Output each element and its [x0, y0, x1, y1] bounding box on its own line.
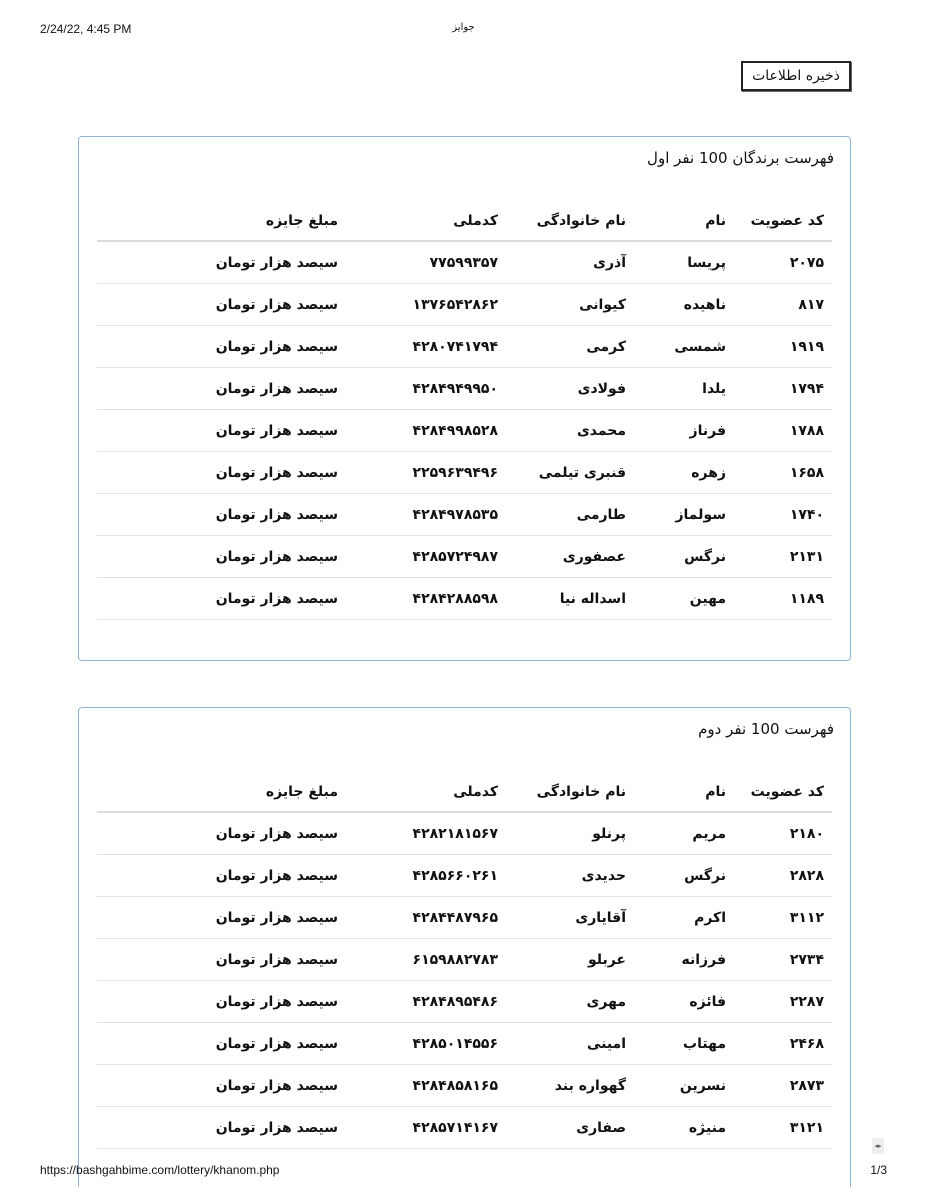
cell-first-name: مریم	[692, 825, 726, 842]
table-row	[97, 242, 832, 284]
table-row	[97, 326, 832, 368]
cell-first-name: ناهیده	[683, 296, 726, 313]
cell-last-name: عربلو	[587, 951, 626, 968]
cell-member-code: ۲۸۲۸	[789, 867, 824, 884]
cell-prize-amount: سیصد هزار تومان	[215, 1035, 338, 1052]
cell-last-name: صفاری	[576, 1119, 626, 1136]
winners-list-second-panel	[78, 707, 851, 1187]
cell-prize-amount: سیصد هزار تومان	[215, 1119, 338, 1136]
cell-member-code: ۱۶۵۸	[789, 464, 824, 481]
cell-prize-amount: سیصد هزار تومان	[215, 338, 338, 355]
table-row	[97, 981, 832, 1023]
cell-last-name: کرمی	[586, 338, 626, 355]
cell-prize-amount: سیصد هزار تومان	[215, 993, 338, 1010]
cell-prize-amount: سیصد هزار تومان	[215, 296, 338, 313]
cell-prize-amount: سیصد هزار تومان	[215, 909, 338, 926]
cell-member-code: ۲۱۳۱	[789, 548, 824, 565]
cell-national-id: ۴۲۸۴۸۹۵۴۸۶	[412, 993, 498, 1010]
cell-first-name: نسرین	[679, 1077, 726, 1094]
cell-last-name: پرنلو	[592, 825, 626, 842]
cell-prize-amount: سیصد هزار تومان	[215, 464, 338, 481]
cell-prize-amount: سیصد هزار تومان	[215, 254, 338, 271]
cell-national-id: ۴۲۸۴۸۵۸۱۶۵	[412, 1077, 498, 1094]
cell-national-id: ۴۲۸۴۴۸۷۹۶۵	[412, 909, 498, 926]
cell-national-id: ۴۲۸۴۹۴۹۹۵۰	[412, 380, 498, 397]
cell-last-name: امینی	[586, 1035, 626, 1052]
table-row	[97, 494, 832, 536]
cell-last-name: حدیدی	[581, 867, 626, 884]
cell-last-name: فولادی	[577, 380, 626, 397]
cell-national-id: ۴۲۸۵۶۶۰۲۶۱	[412, 867, 498, 884]
cell-last-name: قنبری تیلمی	[538, 464, 626, 481]
print-date: 2/24/22, 4:45 PM	[40, 22, 132, 36]
cell-first-name: نرگس	[684, 548, 726, 565]
cell-first-name: منیژه	[688, 1119, 726, 1136]
cell-national-id: ۶۱۵۹۸۸۲۷۸۳	[412, 951, 498, 968]
cell-first-name: زهره	[691, 464, 726, 481]
cell-national-id: ۱۳۷۶۵۴۲۸۶۲	[412, 296, 498, 313]
table-row	[97, 284, 832, 326]
cell-prize-amount: سیصد هزار تومان	[215, 867, 338, 884]
winners-table	[97, 201, 832, 620]
cell-prize-amount: سیصد هزار تومان	[215, 825, 338, 842]
column-header-prize-amount: مبلغ جایزه	[265, 212, 338, 229]
column-header-member-code: کد عضویت	[750, 783, 824, 800]
cell-national-id: ۴۲۸۵۷۱۴۱۶۷	[412, 1119, 498, 1136]
cell-member-code: ۱۷۴۰	[789, 506, 824, 523]
table-row	[97, 410, 832, 452]
cell-member-code: ۸۱۷	[798, 296, 824, 313]
table-row	[97, 452, 832, 494]
cell-national-id: ۷۷۵۹۹۳۵۷	[429, 254, 498, 271]
column-header-national-id: کدملی	[453, 783, 498, 800]
cell-member-code: ۲۱۸۰	[789, 825, 824, 842]
table-row	[97, 897, 832, 939]
cell-national-id: ۴۲۸۰۷۴۱۷۹۴	[412, 338, 498, 355]
cell-prize-amount: سیصد هزار تومان	[215, 548, 338, 565]
table-row	[97, 368, 832, 410]
column-header-first-name: نام	[705, 212, 726, 229]
column-header-last-name: نام خانوادگی	[536, 212, 626, 229]
cell-last-name: محمدی	[576, 422, 626, 439]
cell-last-name: طارمی	[576, 506, 626, 523]
winners-list-first-panel	[78, 136, 851, 661]
cell-last-name: کیوانی	[579, 296, 626, 313]
cell-first-name: اکرم	[694, 909, 726, 926]
save-info-button[interactable]: ذخیره اطلاعات	[741, 61, 851, 91]
table-row	[97, 1023, 832, 1065]
cell-first-name: شمسی	[674, 338, 726, 355]
cell-member-code: ۳۱۲۱	[789, 1119, 824, 1136]
cell-member-code: ۳۱۱۲	[789, 909, 824, 926]
panel-title: فهرست 100 نفر دوم	[698, 720, 834, 738]
print-url: https://bashgahbime.com/lottery/khanom.php	[40, 1163, 280, 1177]
winners-table	[97, 772, 832, 1149]
cell-first-name: نرگس	[684, 867, 726, 884]
cell-member-code: ۲۰۷۵	[789, 254, 824, 271]
cell-national-id: ۲۲۵۹۶۳۹۴۹۶	[412, 464, 498, 481]
cell-member-code: ۲۸۷۳	[789, 1077, 824, 1094]
cell-last-name: عصفوری	[562, 548, 626, 565]
print-page-number: 1/3	[870, 1163, 887, 1177]
cell-last-name: گهواره بند	[554, 1077, 626, 1094]
cell-prize-amount: سیصد هزار تومان	[215, 506, 338, 523]
cell-first-name: مهتاب	[683, 1035, 726, 1052]
cell-first-name: فرزانه	[681, 951, 726, 968]
cell-last-name: آذری	[593, 254, 626, 271]
cell-national-id: ۴۲۸۲۱۸۱۵۶۷	[412, 825, 498, 842]
cell-first-name: فرناز	[689, 422, 726, 439]
cell-prize-amount: سیصد هزار تومان	[215, 1077, 338, 1094]
cell-national-id: ۴۲۸۵۰۱۴۵۵۶	[412, 1035, 498, 1052]
cell-prize-amount: سیصد هزار تومان	[215, 590, 338, 607]
cell-member-code: ۱۷۸۸	[789, 422, 824, 439]
cell-member-code: ۱۹۱۹	[789, 338, 824, 355]
table-row	[97, 536, 832, 578]
table-row	[97, 813, 832, 855]
cell-member-code: ۲۲۸۷	[789, 993, 824, 1010]
column-header-prize-amount: مبلغ جایزه	[265, 783, 338, 800]
print-page-title: جوایز	[452, 22, 475, 33]
cell-member-code: ۱۱۸۹	[789, 590, 824, 607]
cell-prize-amount: سیصد هزار تومان	[215, 380, 338, 397]
table-row	[97, 1065, 832, 1107]
column-header-member-code: کد عضویت	[750, 212, 824, 229]
cell-member-code: ۲۴۶۸	[789, 1035, 824, 1052]
cell-last-name: آقایاری	[575, 909, 626, 926]
table-row	[97, 855, 832, 897]
panel-title: فهرست برندگان 100 نفر اول	[647, 149, 834, 167]
cell-first-name: سولماز	[675, 506, 726, 523]
cell-last-name: مهری	[586, 993, 626, 1010]
cell-first-name: فائزه	[689, 993, 726, 1010]
cell-national-id: ۴۲۸۴۹۹۸۵۲۸	[412, 422, 498, 439]
cell-prize-amount: سیصد هزار تومان	[215, 951, 338, 968]
cell-first-name: یلدا	[702, 380, 726, 397]
cell-prize-amount: سیصد هزار تومان	[215, 422, 338, 439]
table-row	[97, 939, 832, 981]
cell-last-name: اسداله نیا	[559, 590, 626, 607]
cell-member-code: ۱۷۹۴	[789, 380, 824, 397]
column-header-last-name: نام خانوادگی	[536, 783, 626, 800]
cell-national-id: ۴۲۸۴۹۷۸۵۳۵	[412, 506, 498, 523]
table-row	[97, 578, 832, 620]
column-header-first-name: نام	[705, 783, 726, 800]
cell-first-name: مهین	[689, 590, 726, 607]
table-row	[97, 1107, 832, 1149]
table-header	[97, 201, 832, 242]
cell-first-name: پریسا	[687, 254, 726, 271]
table-header	[97, 772, 832, 813]
cell-member-code: ۲۷۳۴	[789, 951, 824, 968]
column-header-national-id: کدملی	[453, 212, 498, 229]
cell-national-id: ۴۲۸۴۲۸۸۵۹۸	[412, 590, 498, 607]
scroll-arrows-icon[interactable]: ◂▸	[872, 1138, 884, 1154]
cell-national-id: ۴۲۸۵۷۲۴۹۸۷	[412, 548, 498, 565]
